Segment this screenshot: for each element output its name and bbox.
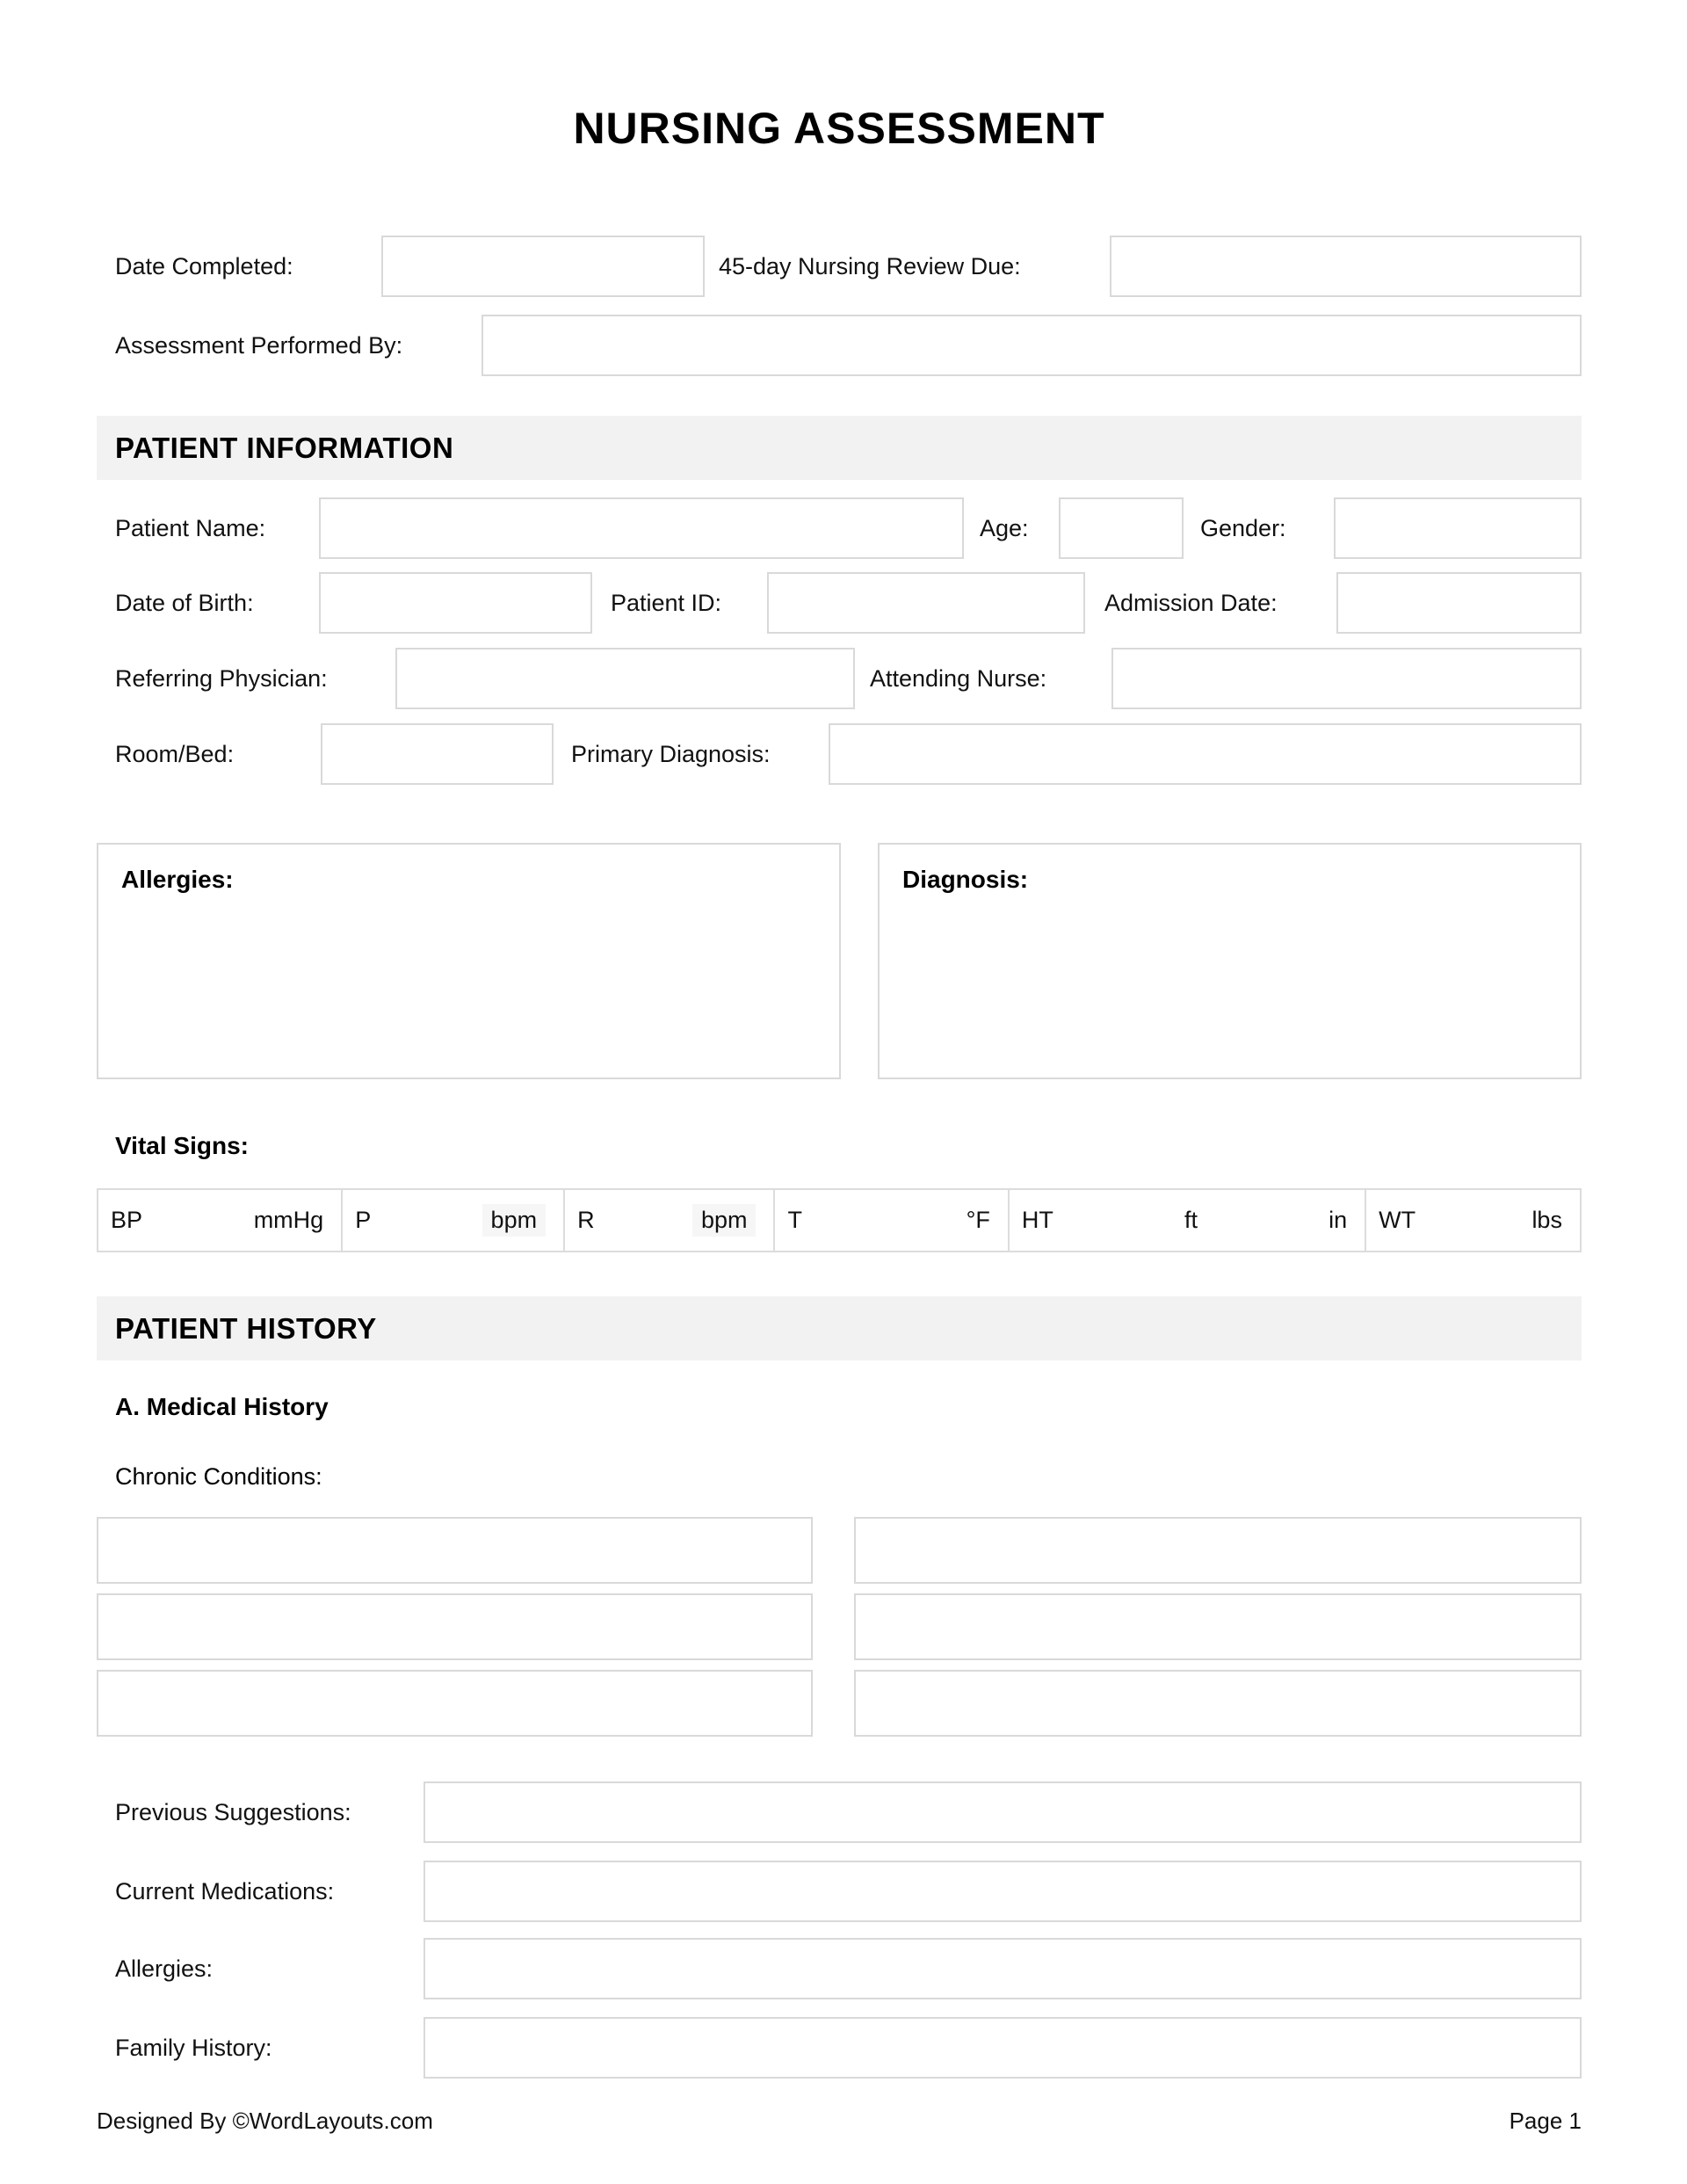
vital-bp-label: BP (111, 1207, 143, 1233)
allergies-textarea[interactable] (97, 843, 841, 1079)
vital-height-ft-unit: ft (1184, 1207, 1198, 1233)
dob-row (97, 572, 1582, 634)
chronic-conditions-grid (97, 1517, 1582, 1737)
chronic-conditions-label: Chronic Conditions: (115, 1463, 322, 1490)
footer-page-number: Page 1 (1509, 2108, 1582, 2134)
chronic-condition-input-3[interactable] (97, 1593, 813, 1660)
vital-respiration-unit: bpm (692, 1204, 757, 1237)
chronic-condition-input-2[interactable] (854, 1517, 1582, 1584)
vital-weight-label: WT (1379, 1207, 1416, 1233)
allergies-label: Allergies: (121, 866, 234, 893)
age-input[interactable] (1059, 497, 1184, 559)
date-completed-label: Date Completed: (115, 252, 293, 279)
vital-temperature-unit: °F (966, 1207, 990, 1233)
vital-weight-unit: lbs (1531, 1207, 1562, 1233)
primary-diagnosis-label: Primary Diagnosis: (571, 740, 771, 767)
physician-row (97, 648, 1582, 709)
patient-name-input[interactable] (319, 497, 964, 559)
performed-by-label: Assessment Performed By: (115, 331, 403, 359)
primary-diagnosis-input[interactable] (829, 723, 1582, 785)
room-bed-label: Room/Bed: (115, 740, 235, 767)
history-allergies-label: Allergies: (115, 1955, 214, 1982)
room-bed-input[interactable] (321, 723, 554, 785)
admission-date-input[interactable] (1336, 572, 1582, 634)
footer-credit: Designed By ©WordLayouts.com (97, 2108, 433, 2134)
family-history-input[interactable] (424, 2017, 1582, 2079)
previous-suggestions-label: Previous Suggestions: (115, 1798, 351, 1825)
date-completed-input[interactable] (381, 236, 705, 297)
patient-name-row (97, 497, 1582, 559)
vital-pulse-label: P (355, 1207, 372, 1233)
dob-label: Date of Birth: (115, 589, 254, 616)
vital-signs-label: Vital Signs: (115, 1132, 249, 1159)
top-row-dates (97, 236, 1582, 297)
room-bed-row (97, 723, 1582, 785)
referring-physician-input[interactable] (395, 648, 855, 709)
vital-pulse-cell[interactable] (343, 1190, 565, 1251)
vital-temperature-label: T (787, 1207, 802, 1233)
review-due-label: 45-day Nursing Review Due: (719, 252, 1021, 279)
history-allergies-row (97, 1938, 1582, 1999)
current-medications-label: Current Medications: (115, 1877, 335, 1905)
chronic-condition-input-1[interactable] (97, 1517, 813, 1584)
diagnosis-label: Diagnosis: (902, 866, 1029, 893)
vital-respiration-label: R (577, 1207, 595, 1233)
patient-name-label: Patient Name: (115, 514, 266, 541)
gender-label: Gender: (1200, 514, 1286, 541)
vital-weight-cell[interactable] (1366, 1190, 1580, 1251)
patient-information-header: PATIENT INFORMATION (97, 416, 1582, 480)
family-history-label: Family History: (115, 2034, 272, 2061)
vital-pulse-unit: bpm (482, 1204, 547, 1237)
history-allergies-input[interactable] (424, 1938, 1582, 1999)
family-history-row (97, 2017, 1582, 2079)
vital-bp-cell[interactable] (98, 1190, 343, 1251)
patient-id-input[interactable] (767, 572, 1085, 634)
vital-respiration-cell[interactable] (565, 1190, 775, 1251)
chronic-condition-input-6[interactable] (854, 1670, 1582, 1737)
review-due-input[interactable] (1110, 236, 1582, 297)
patient-history-header: PATIENT HISTORY (97, 1296, 1582, 1360)
performed-by-input[interactable] (481, 315, 1582, 376)
vital-bp-unit: mmHg (253, 1207, 324, 1233)
vital-height-in-unit: in (1329, 1207, 1348, 1233)
attending-nurse-input[interactable] (1111, 648, 1582, 709)
vital-height-label: HT (1021, 1207, 1053, 1233)
referring-physician-label: Referring Physician: (115, 664, 328, 692)
gender-input[interactable] (1334, 497, 1582, 559)
form-content (97, 0, 1582, 2079)
allergies-diagnosis-row (97, 843, 1582, 1079)
previous-suggestions-input[interactable] (424, 1781, 1582, 1843)
previous-suggestions-row (97, 1781, 1582, 1843)
diagnosis-textarea[interactable] (878, 843, 1582, 1079)
chronic-condition-input-5[interactable] (97, 1670, 813, 1737)
chronic-condition-input-4[interactable] (854, 1593, 1582, 1660)
attending-nurse-label: Attending Nurse: (870, 664, 1047, 692)
vital-signs-table (97, 1188, 1582, 1252)
performed-by-row (97, 315, 1582, 376)
admission-date-label: Admission Date: (1104, 589, 1278, 616)
vital-height-cell[interactable] (1010, 1190, 1366, 1251)
vital-temperature-cell[interactable] (775, 1190, 1009, 1251)
dob-input[interactable] (319, 572, 592, 634)
patient-id-label: Patient ID: (611, 589, 722, 616)
page-title: NURSING ASSESSMENT (573, 104, 1105, 153)
age-label: Age: (980, 514, 1029, 541)
page-footer (97, 2108, 1582, 2135)
medical-history-subheading: A. Medical History (115, 1393, 329, 1420)
current-medications-input[interactable] (424, 1861, 1582, 1922)
current-medications-row (97, 1861, 1582, 1922)
